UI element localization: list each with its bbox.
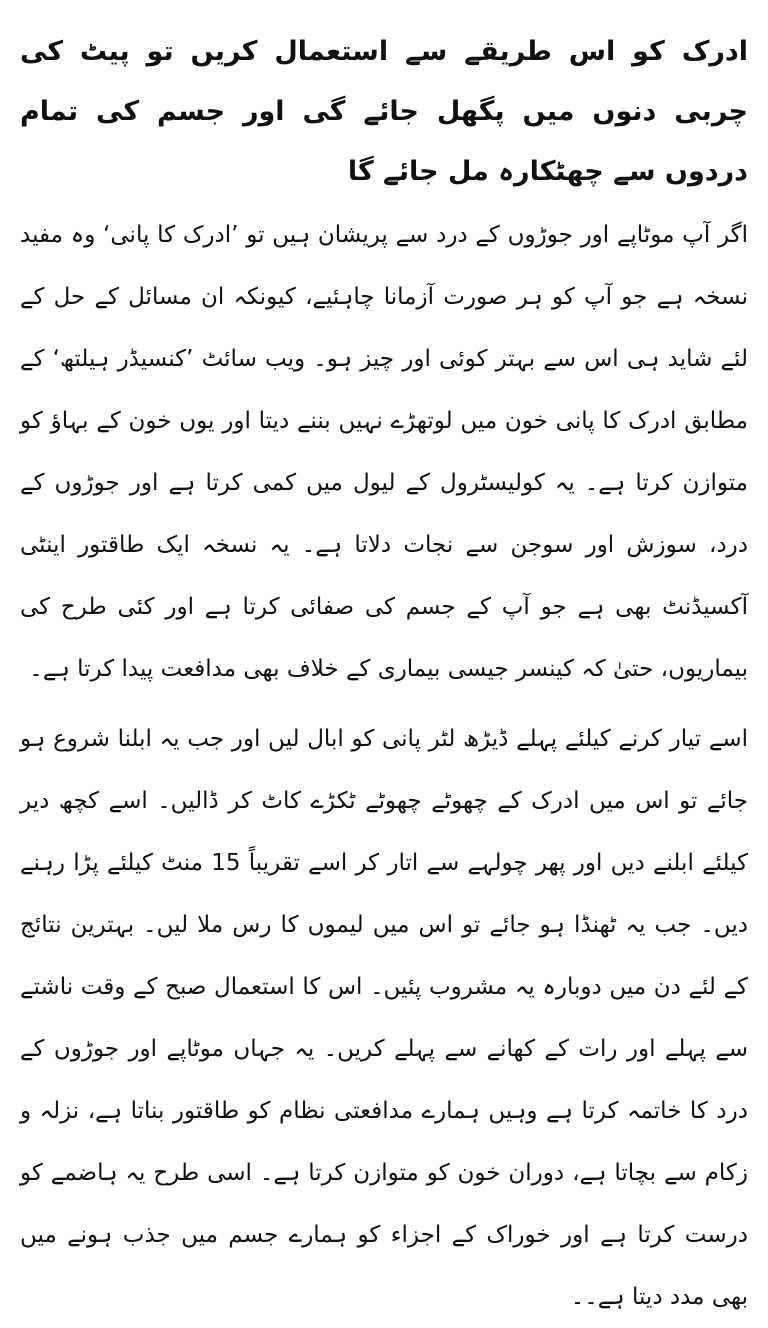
article-paragraph-1: اگر آپ موٹاپے اور جوڑوں کے درد سے پریشان ہیں تو ’ادرک کا پانی‘ وہ مفید نسخہ ہے جو آپ کو ہر صورت آزمانا چاہئیے، کیونکہ ان مسائل کے حل کے لئے شاید ہی اس سے بہتر کوئی اور چیز ہو۔ ویب سائٹ ’کنسیڈر ہیلتھ‘ کے مطابق ادرک کا پانی خون میں لوتھڑے نہیں بننے دیتا اور یوں خون کے بہاؤ کو متوازن کرتا ہے۔ یہ کولیسٹرول کے لیول میں کمی کرتا ہے اور جوڑوں کے درد، سوزش اور سوجن سے نجات دلاتا ہے۔ یہ نسخہ ایک طاقتور اینٹی آکسیڈنٹ بھی ہے جو آپ کے جسم کی صفائی کرتا ہے اور کئی طرح کی بیماریوں، حتیٰ کہ کینسر جیسی بیماری کے خلاف بھی مدافعت پیدا کرتا ہے۔	[20, 222, 748, 682]
article-paragraph-2: اسے تیار کرنے کیلئے پہلے ڈیڑھ لٹر پانی کو ابال لیں اور جب یہ ابلنا شروع ہو جائے تو اس میں ادرک کے چھوٹے چھوٹے ٹکڑے کاٹ کر ڈالیں۔ اسے کچھ دیر کیلئے ابلنے دیں اور پھر چولہے سے اتار کر اسے تقریباً 15 منٹ کیلئے پڑا رہنے دیں۔ جب یہ ٹھنڈا ہو جائے تو اس میں لیموں کا رس ملا لیں۔ بہترین نتائج کے لئے دن میں دوبارہ یہ مشروب پئیں۔ اس کا استعمال صبح کے وقت ناشتے سے پہلے اور رات کے کھانے سے پہلے کریں۔ یہ جہاں موٹاپے اور جوڑوں کے درد کا خاتمہ کرتا ہے وہیں ہمارے مدافعتی نظام کو طاقتور بناتا ہے، نزلہ و زکام سے بچاتا ہے، دوران خون کو متوازن کرتا ہے۔ اسی طرح یہ ہاضمے کو درست کرتا ہے اور خوراک کے اجزاء کو ہمارے جسم میں جذب ہونے میں بھی مدد دیتا ہے۔۔	[20, 726, 749, 1310]
article-body	[20, 22, 748, 1328]
article-title: ادرک کو اس طریقے سے استعمال کریں تو پیٹ کی چربی دنوں میں پگھل جائے گی اور جسم کی تمام دردوں سے چھٹکارہ مل جائے گا	[20, 36, 748, 187]
